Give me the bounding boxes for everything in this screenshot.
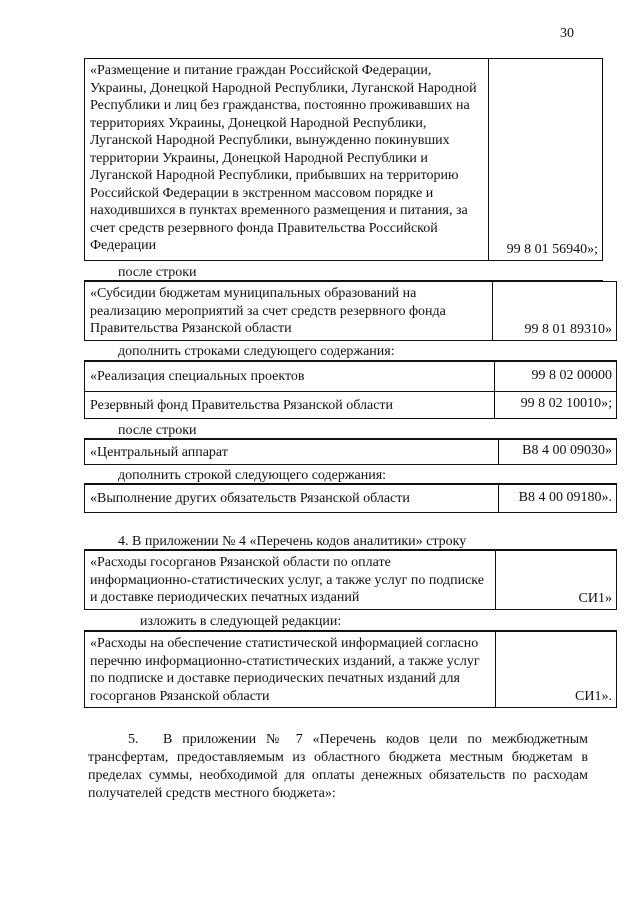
label-after-row-2: после строки <box>118 423 197 438</box>
row-1-code: 99 8 01 56940»; <box>506 241 598 257</box>
row-7-name: «Расходы госорганов Рязанской области по оплате информационно-статистических услуг, а также услуг по подписке и доставке периодических печатных изданий <box>85 551 496 609</box>
page-number: 30 <box>560 26 574 41</box>
row-6-code: В8 4 00 09180». <box>518 489 612 505</box>
section-4-heading: 4. В приложении № 4 «Перечень кодов аналитики» строку <box>118 534 467 549</box>
label-add-rows: дополнить строками следующего содержания: <box>118 344 395 359</box>
row-4-name: Резервный фонд Правительства Рязанской области <box>85 392 495 418</box>
row-5-code: В8 4 00 09030» <box>522 443 612 459</box>
table-row-5 <box>84 439 617 465</box>
row-5-code-cell <box>497 440 616 464</box>
row-5-name: «Центральный аппарат <box>85 440 499 464</box>
row-2-code: 99 8 01 89310» <box>524 321 612 337</box>
table-row-2 <box>84 281 617 341</box>
row-1-name: «Размещение и питание граждан Российской Федерации, Украины, Донецкой Народной Республики, Луганской Народной Республики и лиц без гражданства, постоянно проживавших на территориях Украины, Донецкой Народной Республики, Луганской Народной Республики, вынужденно покинувших территории Украины, Донецкой Народной Республики и Луганской Народной Республики, прибывших на территорию Российской Федерации в экстренном массовом порядке и находившихся в пунктах временного размещения и питания, за счет средств резервного фонда Правительства Российской Федерации <box>85 59 489 260</box>
row-2-code-cell <box>491 282 616 340</box>
section-5-body: В приложении № 7 «Перечень кодов цели по межбюджетным трансфертам, предоставляемым из областного бюджета местным бюджетам в пределах суммы, необходимой для оплаты денежных обязательств по расходам получателей средств местного бюджета»: <box>88 732 588 801</box>
row-4-code-cell <box>493 392 616 418</box>
label-new-edition: изложить в следующей редакции: <box>140 614 342 629</box>
row-8-name: «Расходы на обеспечение статистической информацией согласно перечню информационно-статистических изданий, а также услуг по подписке и доставке периодических печатных изданий для госорганов Рязанской области <box>85 632 496 707</box>
table-row-7 <box>84 550 617 610</box>
table-row-1 <box>84 58 603 261</box>
row-4-code: 99 8 02 10010»; <box>520 396 612 412</box>
row-8-code-cell <box>494 632 616 707</box>
label-add-row: дополнить строкой следующего содержания: <box>118 468 387 483</box>
row-7-code: СИ1» <box>578 590 612 606</box>
row-3-code-cell <box>493 362 616 391</box>
table-row-4 <box>84 391 617 419</box>
table-row-8 <box>84 631 617 708</box>
row-8-code: СИ1». <box>575 688 612 704</box>
section-5-text <box>88 731 588 803</box>
row-2-name: «Субсидии бюджетам муниципальных образований на реализацию мероприятий за счет средств резервного фонда Правительства Рязанской области <box>85 282 493 340</box>
section-5-number: 5. <box>128 732 139 747</box>
row-7-code-cell <box>494 551 616 609</box>
row-6-code-cell <box>497 485 616 512</box>
table-row-6 <box>84 484 617 513</box>
label-after-row: после строки <box>118 265 197 280</box>
row-1-code-cell <box>487 59 602 260</box>
row-3-name: «Реализация специальных проектов <box>85 362 495 391</box>
table-row-3 <box>84 361 617 391</box>
row-3-code: 99 8 02 00000 <box>531 367 612 383</box>
row-6-name: «Выполнение других обязательств Рязанской области <box>85 485 499 512</box>
